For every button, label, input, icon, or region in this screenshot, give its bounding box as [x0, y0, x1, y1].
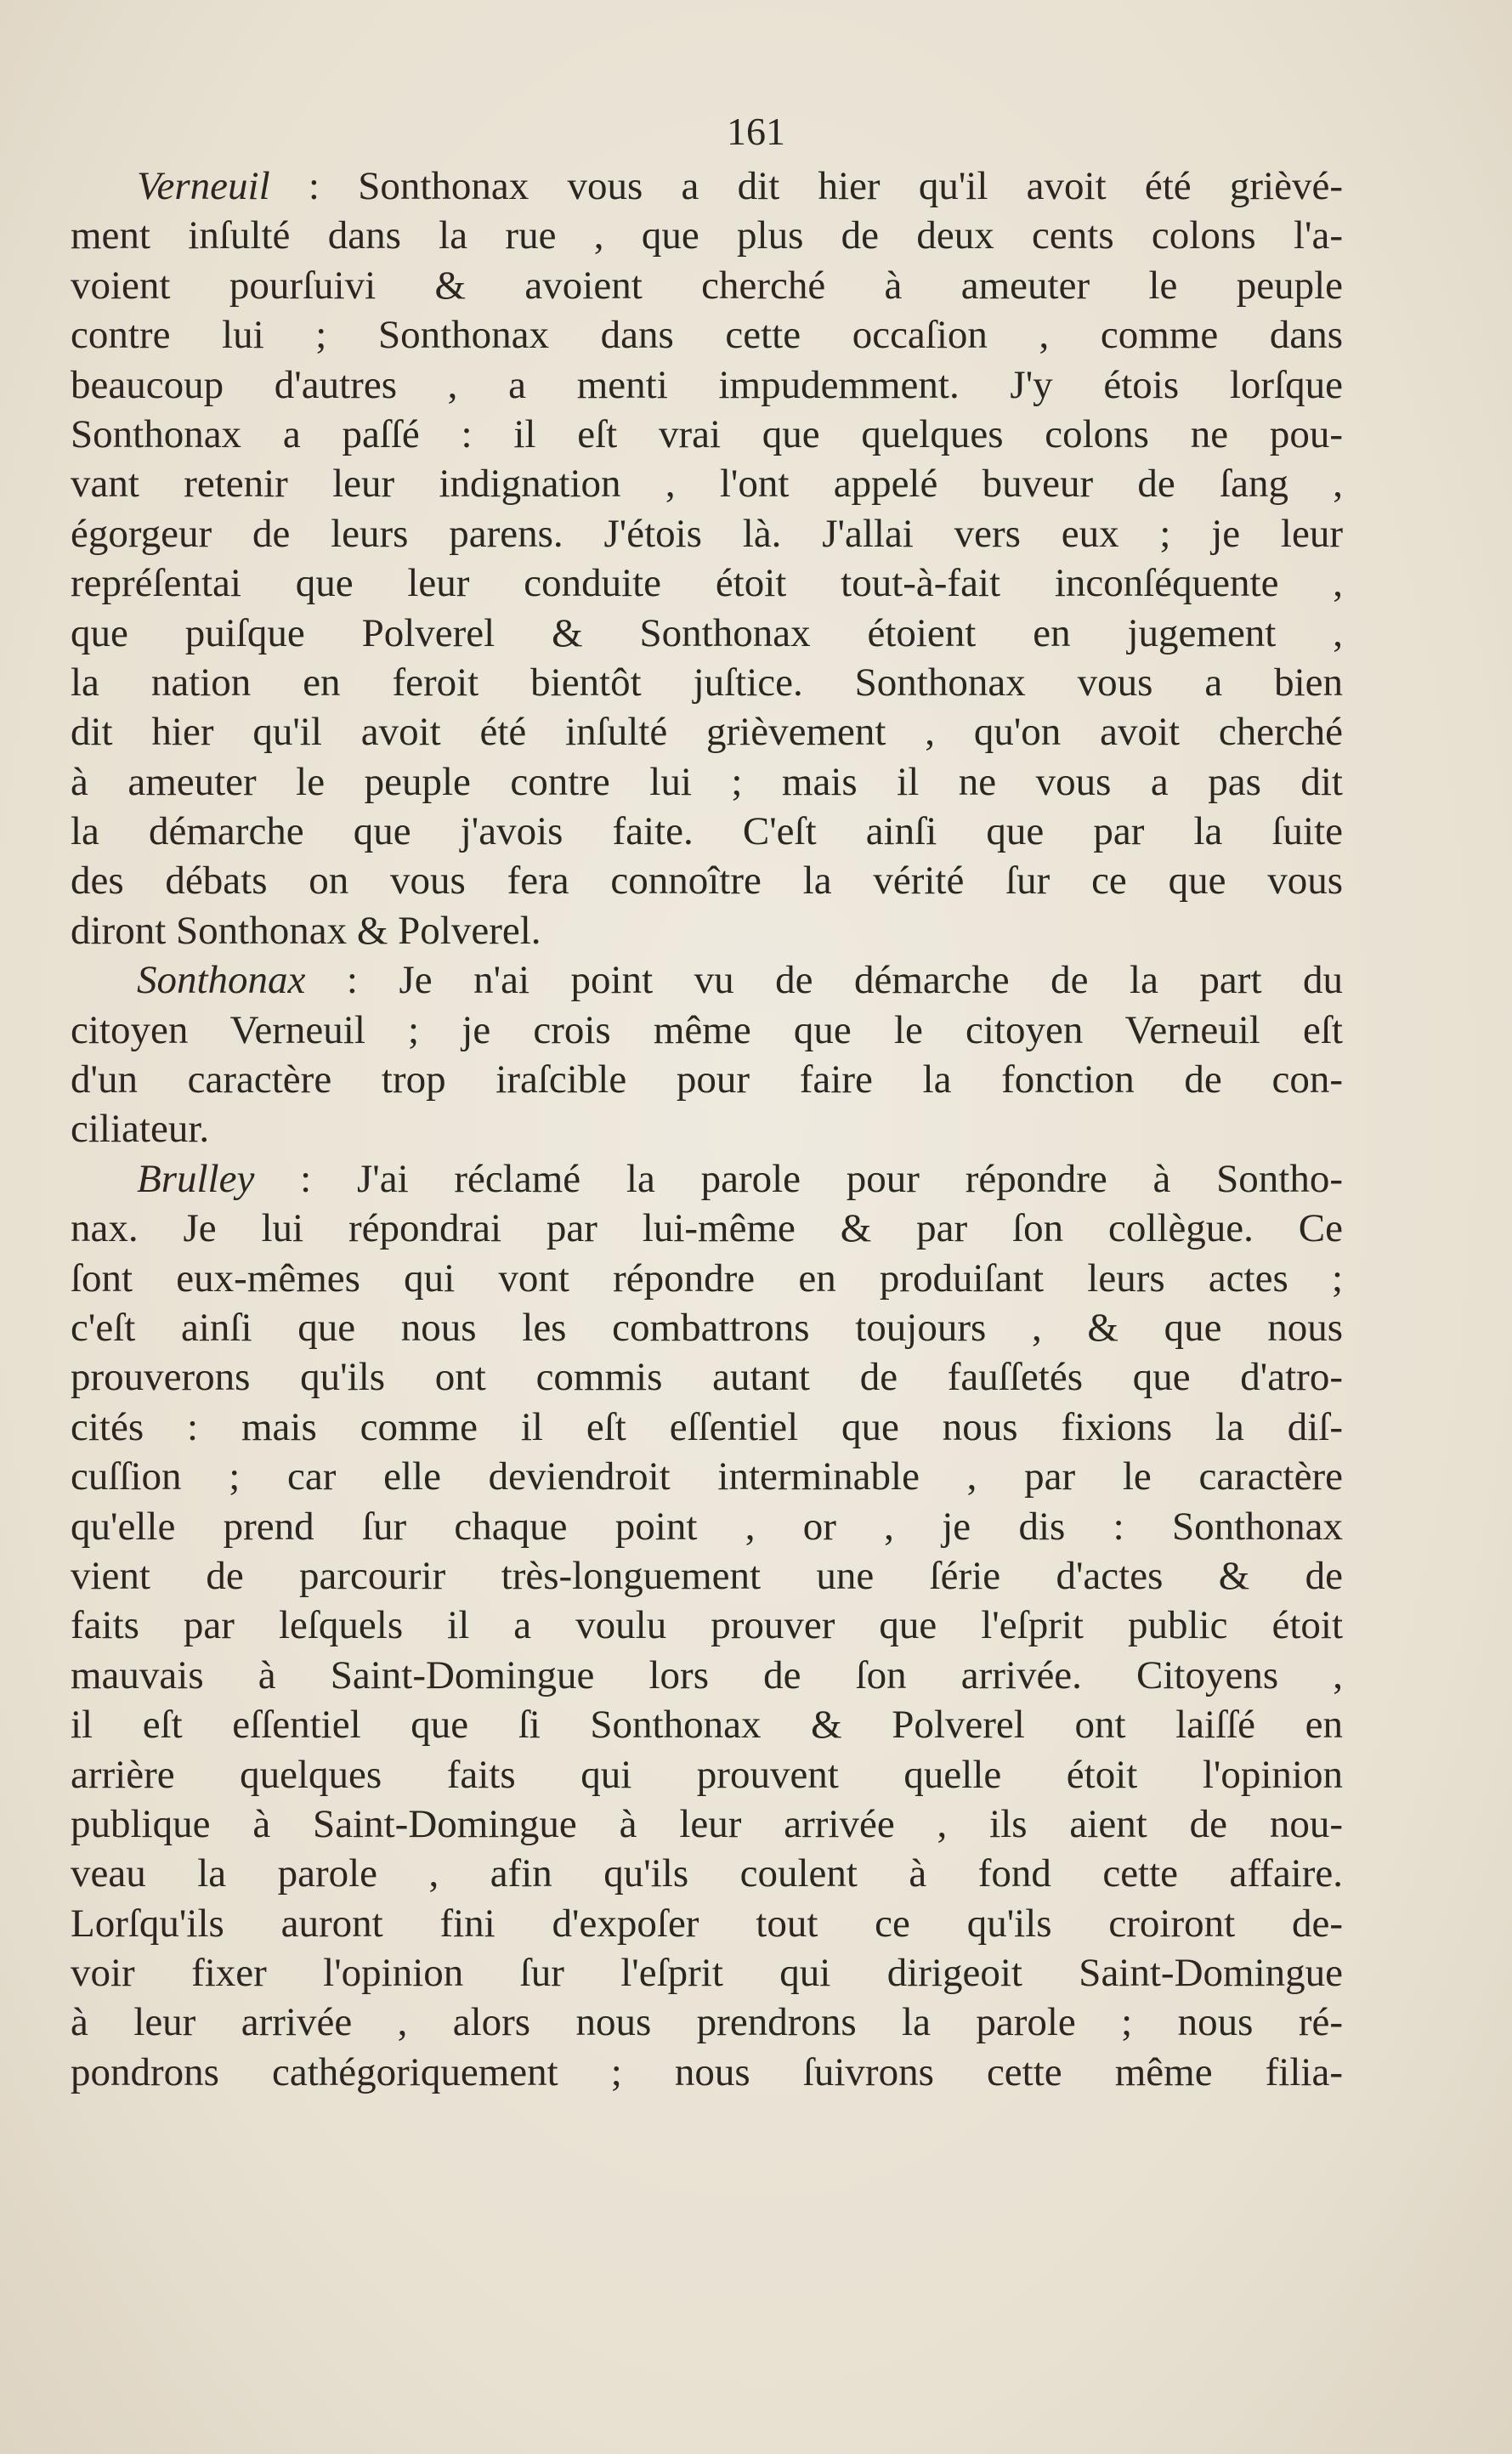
line-text: égorgeur de leurs parens. J'étois là. J'allai vers eux ; je leur: [71, 511, 1343, 556]
text-line: [71, 1104, 1343, 1153]
text-line: [71, 1799, 1343, 1849]
line-text: à ameuter le peuple contre lui ; mais il ne vous a pas dit: [71, 759, 1343, 804]
line-text: nax. Je lui répondrai par lui-même & par ſon collègue. Ce: [71, 1206, 1343, 1251]
text-line: [71, 459, 1343, 508]
line-text: diront Sonthonax & Polverel.: [71, 908, 541, 953]
line-text: beaucoup d'autres , a menti impudemment. J'y étois lorſque: [71, 362, 1343, 407]
line-text: ſont eux-mêmes qui vont répondre en produiſant leurs actes ;: [71, 1255, 1343, 1301]
text-line: [71, 1055, 1343, 1104]
text-line: [71, 410, 1343, 459]
speaker-name: Brulley: [137, 1156, 255, 1201]
line-text: la nation en feroit bientôt juſtice. Sonthonax vous a bien: [71, 660, 1343, 705]
line-text: voir fixer l'opinion ſur l'eſprit qui dirigeoit Saint-Domingue: [71, 1951, 1343, 1996]
text-line: [71, 1403, 1343, 1452]
line-text: il eſt eſſentiel que ſi Sonthonax & Polverel ont laiſſé en: [71, 1703, 1343, 1748]
line-text: publique à Saint-Domingue à leur arrivée , ils aient de nou-: [71, 1801, 1343, 1846]
text-line: [71, 757, 1343, 807]
line-text: c'eſt ainſi que nous les combattrons toujours , & que nous: [71, 1305, 1343, 1350]
page-number: 161: [727, 110, 785, 153]
text-line: [71, 509, 1343, 558]
line-text: à leur arrivée , alors nous prendrons la parole ; nous ré-: [71, 2000, 1343, 2045]
text-line: [71, 1700, 1343, 1749]
text-line: [71, 955, 1343, 1005]
line-text: Lorſqu'ils auront fini d'expoſer tout ce qu'ils croiront de-: [71, 1901, 1343, 1946]
text-line: [71, 1006, 1343, 1055]
text-line: [71, 1452, 1343, 1501]
line-text: citoyen Verneuil ; je crois même que le citoyen Verneuil eſt: [71, 1007, 1343, 1052]
text-line: [71, 807, 1343, 856]
line-text: Sonthonax a paſſé : il eſt vrai que quelques colons ne pou-: [71, 411, 1343, 456]
text-line: [71, 1948, 1343, 1998]
text-line: [71, 162, 1343, 211]
line-text: dit hier qu'il avoit été inſulté grièvement , qu'on avoit cherché: [71, 710, 1343, 755]
text-line: [71, 1502, 1343, 1551]
line-text: : J'ai réclamé la parole pour répondre à Sontho-: [254, 1156, 1343, 1201]
text-line: [71, 906, 1343, 955]
text-line: [71, 261, 1343, 310]
line-text: que puiſque Polverel & Sonthonax étoient en jugement ,: [71, 610, 1343, 655]
line-text: des débats on vous fera connoître la vérité ſur ce que vous: [71, 859, 1343, 904]
text-line: [71, 1154, 1343, 1204]
line-text: d'un caractère trop iraſcible pour faire la fonction de con-: [71, 1057, 1343, 1102]
text-line: [71, 609, 1343, 658]
line-text: voient pourſuivi & avoient cherché à ameuter le peuple: [71, 263, 1343, 308]
line-text: arrière quelques faits qui prouvent quelle étoit l'opinion: [71, 1752, 1343, 1797]
text-line: [71, 2048, 1343, 2097]
text-line: [71, 1303, 1343, 1352]
line-text: contre lui ; Sonthonax dans cette occaſion , comme dans: [71, 313, 1343, 358]
text-line: [71, 1254, 1343, 1303]
page-body-text: [71, 162, 1343, 2097]
text-line: [71, 856, 1343, 905]
line-text: faits par leſquels il a voulu prouver que l'eſprit public étoit: [71, 1603, 1343, 1648]
line-text: : Je n'ai point vu de démarche de la part du: [305, 958, 1343, 1003]
line-text: mauvais à Saint-Domingue lors de ſon arrivée. Citoyens ,: [71, 1652, 1343, 1697]
text-line: [71, 1551, 1343, 1601]
line-text: cités : mais comme il eſt eſſentiel que nous fixions la diſ-: [71, 1404, 1343, 1449]
line-text: cuſſion ; car elle deviendroit interminable , par le caractère: [71, 1454, 1343, 1499]
text-line: [71, 658, 1343, 707]
line-text: vant retenir leur indignation , l'ont appelé buveur de ſang ,: [71, 462, 1343, 507]
line-text: vient de parcourir très-longuement une ſérie d'actes & de: [71, 1553, 1343, 1598]
text-line: [71, 707, 1343, 757]
line-text: prouverons qu'ils ont commis autant de fauſſetés que d'atro-: [71, 1355, 1343, 1400]
speaker-name: Verneuil: [137, 164, 270, 208]
line-text: pondrons cathégoriquement ; nous ſuivrons cette même filia-: [71, 2049, 1343, 2094]
line-text: ciliateur.: [71, 1107, 210, 1152]
line-text: qu'elle prend ſur chaque point , or , je dis : Sonthonax: [71, 1504, 1343, 1549]
text-line: [71, 310, 1343, 360]
text-line: [71, 1998, 1343, 2047]
text-line: [71, 1849, 1343, 1898]
text-line: [71, 211, 1343, 260]
line-text: ment inſulté dans la rue , que plus de deux cents colons l'a-: [71, 213, 1343, 258]
line-text: repréſentai que leur conduite étoit tout-à-fait inconſéquente ,: [71, 561, 1343, 606]
text-line: [71, 1651, 1343, 1700]
text-line: [71, 1601, 1343, 1650]
text-line: [71, 360, 1343, 410]
text-line: [71, 1750, 1343, 1799]
line-text: : Sonthonax vous a dit hier qu'il avoit été grièvé-: [269, 164, 1343, 208]
line-text: veau la parole , afin qu'ils coulent à fond cette affaire.: [71, 1851, 1343, 1896]
speaker-name: Sonthonax: [137, 958, 306, 1003]
line-text: la démarche que j'avois faite. C'eſt ainſi que par la ſuite: [71, 809, 1343, 854]
text-line: [71, 1352, 1343, 1402]
text-line: [71, 1204, 1343, 1253]
text-line: [71, 558, 1343, 608]
text-line: [71, 1899, 1343, 1948]
